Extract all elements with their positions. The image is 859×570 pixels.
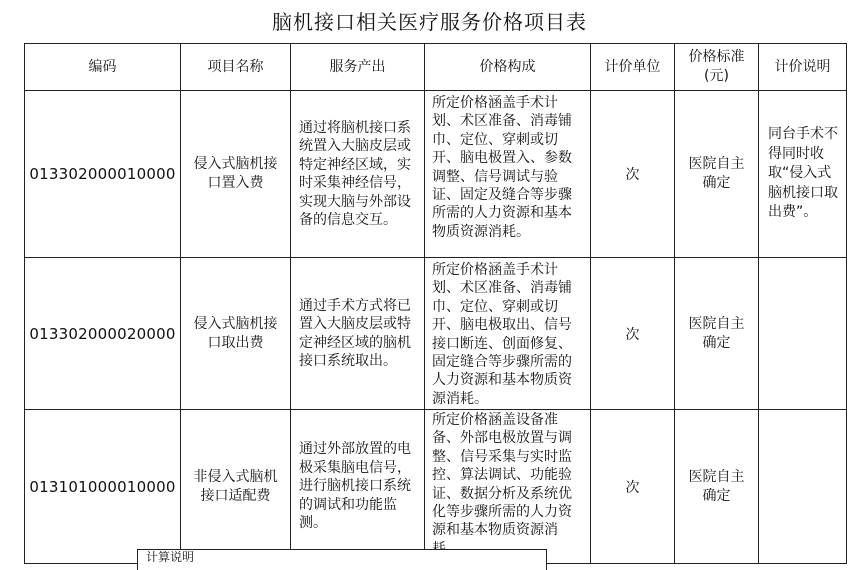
cell-code: 013101000010000 <box>25 410 181 564</box>
header-code: 编码 <box>25 44 181 91</box>
cell-name: 非侵入式脑机接口适配费 <box>181 410 291 564</box>
header-unit: 计价单位 <box>591 44 675 91</box>
table-title: 脑机接口相关医疗服务价格项目表 <box>272 10 587 34</box>
table-row <box>25 91 847 258</box>
cell-composition: 所定价格涵盖设备准备、外部电极放置与调整、信号采集与实时监控、算法调试、功能验证、数据分析及系统优化等步骤所需的人力资源和基本物质资源消 <box>425 410 591 564</box>
cell-standard: 医院自主确定 <box>675 258 759 410</box>
header-composition: 价格构成 <box>425 44 591 91</box>
cell-code: 013302000010000 <box>25 91 181 258</box>
footnote-box: 计算说明 <box>137 549 547 570</box>
table-row <box>25 410 847 564</box>
price-table <box>24 43 847 564</box>
header-row <box>25 44 847 91</box>
table-row <box>25 258 847 410</box>
cell-note: 同台手术不得同时收取“侵入式脑机接口取出费”。 <box>759 91 847 258</box>
cell-unit: 次 <box>591 91 675 258</box>
cell-unit: 次 <box>591 410 675 564</box>
cell-standard: 医院自主确定 <box>675 91 759 258</box>
cell-service: 通过将脑机接口系统置入大脑皮层或特定神经区域，实时采集神经信号，实现大脑与外部设备的信息交互。 <box>291 91 425 258</box>
header-service: 服务产出 <box>291 44 425 91</box>
cell-service: 通过手术方式将已置入大脑皮层或特定神经区域的脑机接口系统取出。 <box>291 258 425 410</box>
cell-composition: 所定价格涵盖手术计划、术区准备、消毒铺巾、定位、穿刺或切开、脑电极取出、信号接口断连、创面修复、固定缝合等步骤所需的人力资源和基本物质资源消耗。 <box>425 258 591 410</box>
cell-name: 侵入式脑机接口置入费 <box>181 91 291 258</box>
cell-code: 013302000020000 <box>25 258 181 410</box>
header-standard: 价格标准(元) <box>675 44 759 91</box>
cell-note <box>759 258 847 410</box>
cell-note <box>759 410 847 564</box>
cell-unit: 次 <box>591 258 675 410</box>
header-note: 计价说明 <box>759 44 847 91</box>
cell-standard: 医院自主确定 <box>675 410 759 564</box>
header-name: 项目名称 <box>181 44 291 91</box>
cell-composition: 所定价格涵盖手术计划、术区准备、消毒铺巾、定位、穿刺或切开、脑电极置入、参数调整、信号调试与验证、固定及缝合等步骤所需的人力资源和基本物质资源消耗。 <box>425 91 591 258</box>
cell-name: 侵入式脑机接口取出费 <box>181 258 291 410</box>
cell-service: 通过外部放置的电极采集脑电信号，进行脑机接口系统的调试和功能监测。 <box>291 410 425 564</box>
